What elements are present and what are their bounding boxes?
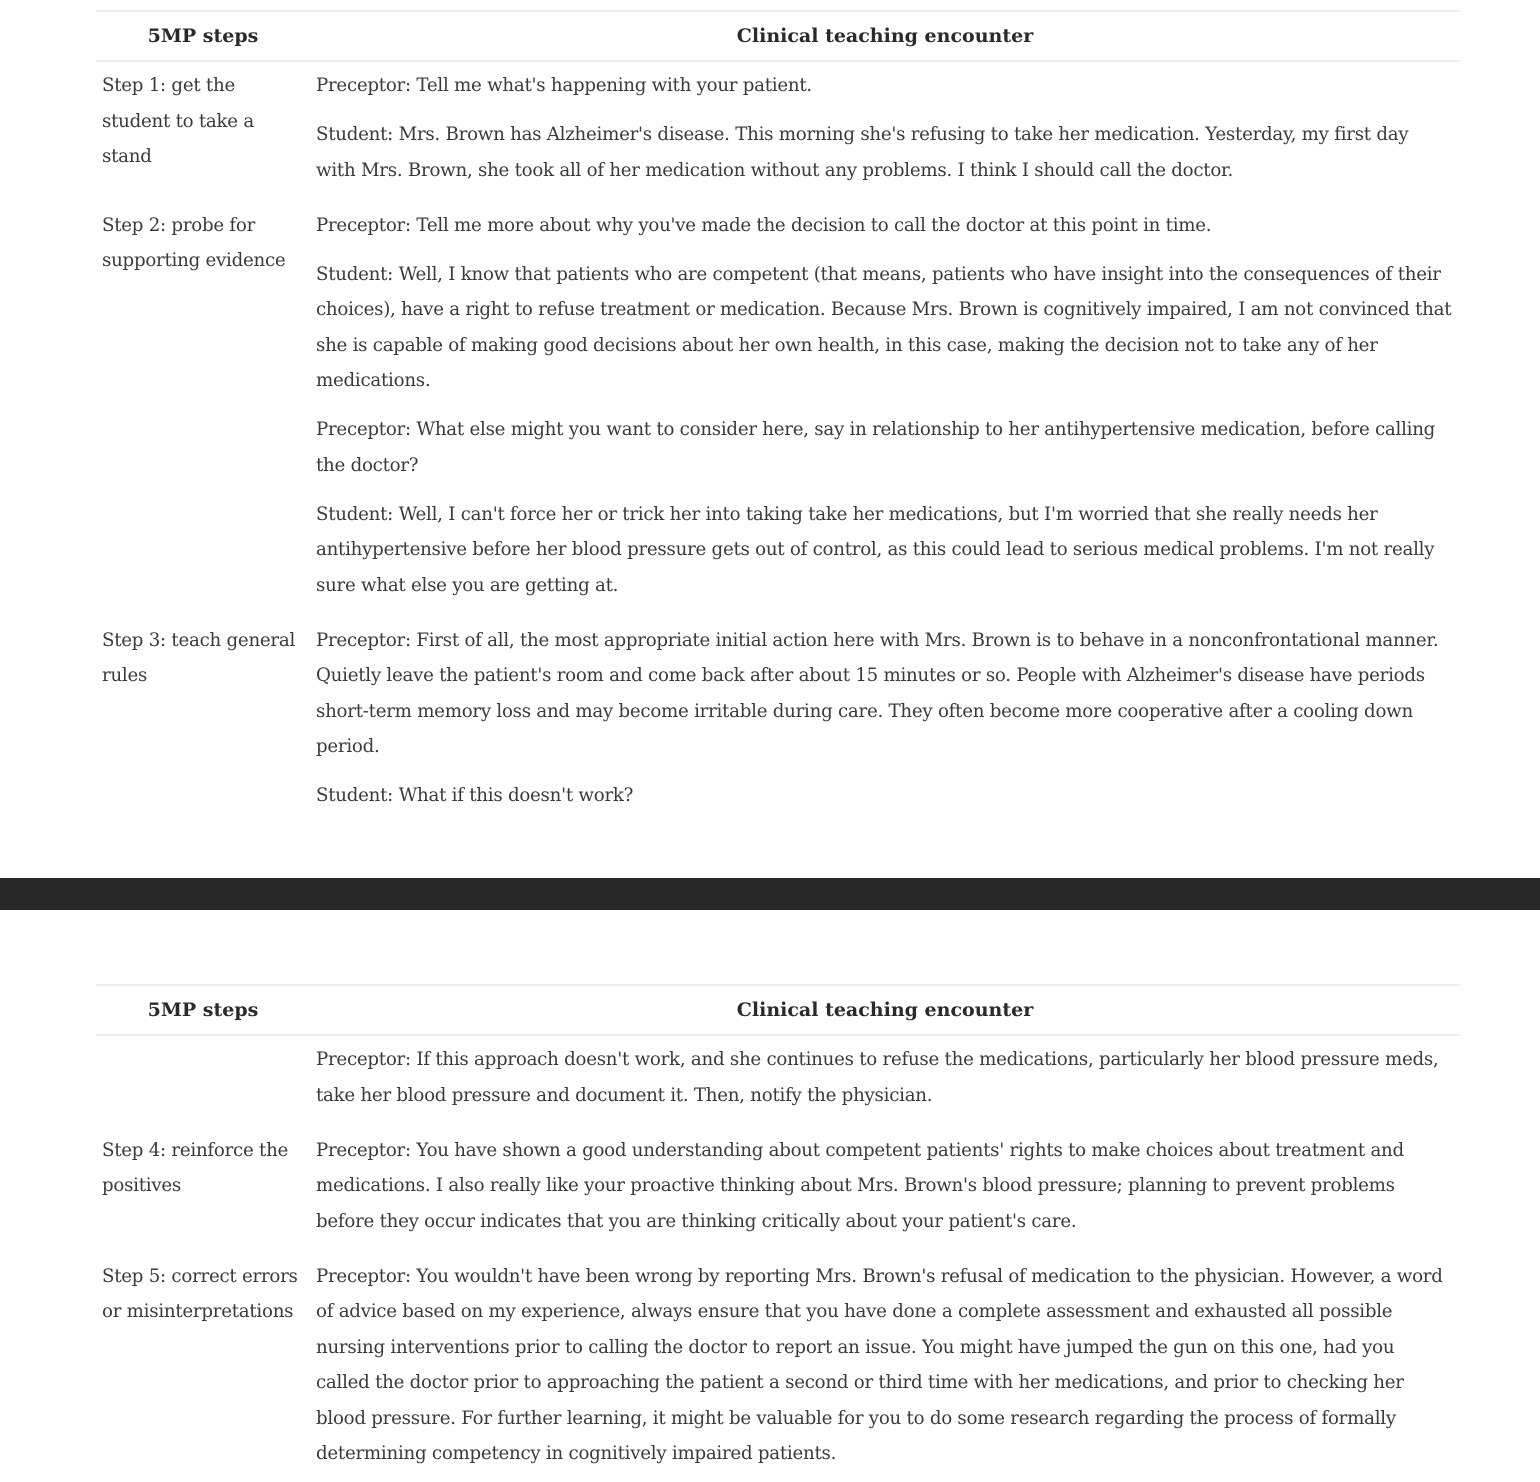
teaching-table-2 (96, 984, 1460, 1482)
encounter-table (96, 984, 1460, 1482)
dialogue-line: Preceptor: You wouldn't have been wrong by reporting Mrs. Brown's refusal of medication to the physician. However, a word of advice based on my experience, always ensure that you have done a complete assessment and exhausted all possible nursing interventions prior to calling the doctor to report an issue. You might have jumped the gun on this one, had you called the doctor prior to approaching the patient a second or third time with her medications, and prior to checking her blood pressure. For further learning, it might be valuable for you to do some research regarding the process of formally determining competency in cognitively impaired patients. (316, 1265, 1443, 1464)
table-row (96, 61, 1460, 202)
dialogue-line: Preceptor: Tell me more about why you've made the decision to call the doctor at this point in time. (316, 214, 1212, 236)
step-label: Step 1: get the student to take a stand (102, 75, 254, 167)
column-header-steps: 5MP steps (96, 11, 310, 61)
dialogue-line: Student: Well, I know that patients who are competent (that means, patients who have insight into the consequences of their choices), have a right to refuse treatment or medication. Because Mrs. Brown is cognitively impaired, I am not convinced that she is capable of making good decisions about her own health, in this case, making the decision not to take any of her medications. (316, 263, 1452, 391)
dialogue-line: Student: What if this doesn't work? (316, 785, 634, 806)
encounter-table (96, 10, 1460, 827)
table-header-row (96, 985, 1460, 1035)
encounter-cell (310, 202, 1460, 617)
step-label: Step 5: correct errors or misinterpretations (102, 1265, 298, 1322)
step-label (96, 1035, 310, 1127)
table-row (96, 1035, 1460, 1127)
column-header-encounter: Clinical teaching encounter (310, 11, 1460, 61)
table-row (96, 1253, 1460, 1482)
dialogue-line: Preceptor: Tell me what's happening with your patient. (316, 75, 812, 96)
step-label: Step 2: probe for supporting evidence (102, 214, 286, 271)
encounter-cell (310, 1127, 1460, 1253)
step-label: Step 3: teach general rules (102, 629, 296, 686)
step-label: Step 4: reinforce the positives (102, 1139, 289, 1196)
dialogue-line: Student: Well, I can't force her or trick her into taking take her medications, but I'm worried that she really needs her antihypertensive before her blood pressure gets out of control, as this could lead to serious medical problems. I'm not really sure what else you are getting at. (316, 503, 1435, 596)
encounter-cell (310, 61, 1460, 202)
table-header-row (96, 11, 1460, 61)
dialogue-line: Preceptor: If this approach doesn't work, and she continues to refuse the medications, particularly her blood pressure meds, take her blood pressure and document it. Then, notify the physician. (316, 1049, 1439, 1106)
column-header-encounter: Clinical teaching encounter (310, 985, 1460, 1035)
encounter-cell (310, 617, 1460, 828)
dialogue-line: Preceptor: You have shown a good understanding about competent patients' rights to make choices about treatment and medications. I also really like your proactive thinking about Mrs. Brown's blood pressure; planning to prevent problems before they occur indicates that you are thinking critically about your patient's care. (316, 1139, 1404, 1232)
dialogue-line: Student: Mrs. Brown has Alzheimer's disease. This morning she's refusing to take her medication. Yesterday, my first day with Mrs. Brown, she took all of her medication without any problems. I think I should call the doctor. (316, 124, 1409, 181)
table-row (96, 1127, 1460, 1253)
teaching-table-1 (96, 10, 1460, 827)
encounter-cell (310, 1035, 1460, 1127)
table-row (96, 202, 1460, 617)
table-row (96, 617, 1460, 828)
page-divider-band (0, 878, 1540, 910)
encounter-cell (310, 1253, 1460, 1482)
column-header-steps: 5MP steps (96, 985, 310, 1035)
dialogue-line: Preceptor: First of all, the most appropriate initial action here with Mrs. Brown is to behave in a nonconfrontational manner. Quietly leave the patient's room and come back after about 15 minutes or so. People with Alzheimer's disease have periods short-term memory loss and may become irritable during care. They often become more cooperative after a cooling down period. (316, 629, 1439, 757)
dialogue-line: Preceptor: What else might you want to consider here, say in relationship to her antihypertensive medication, before calling the doctor? (316, 419, 1436, 476)
